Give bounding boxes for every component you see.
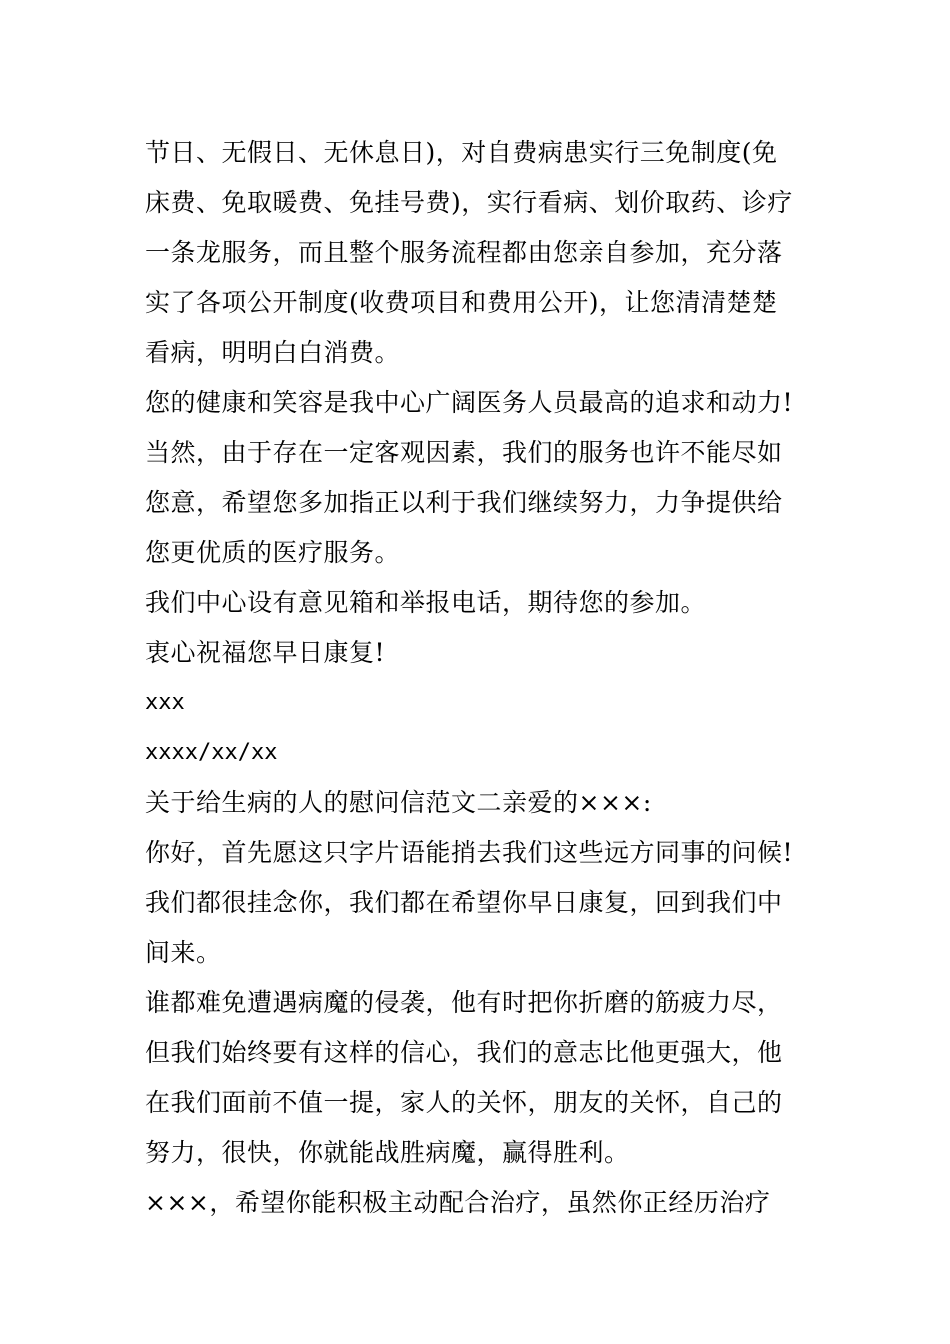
text-line: 您更优质的医疗服务。 [145, 538, 401, 567]
text-line: 床费、免取暖费、免挂号费)，实行看病、划价取药、诊疗 [145, 188, 793, 217]
text-line: 你好，首先愿这只字片语能捎去我们这些远方同事的问候! [145, 838, 794, 867]
text-line: 节日、无假日、无休息日)，对自费病患实行三免制度(免 [145, 138, 778, 167]
date-placeholder: xxxx/xx/xx [145, 740, 278, 765]
text-line: 间来。 [145, 938, 222, 967]
text-line: 我们都很挂念你，我们都在希望你早日康复，回到我们中 [145, 888, 783, 917]
text-line: 看病，明明白白消费。 [145, 338, 401, 367]
text-line: 实了各项公开制度(收费项目和费用公开)，让您清清楚楚 [145, 288, 778, 317]
section-heading: 关于给生病的人的慰问信范文二亲爱的×××: [145, 788, 652, 817]
text-line: 但我们始终要有这样的信心，我们的意志比他更强大，他 [145, 1038, 783, 1067]
text-line: 一条龙服务，而且整个服务流程都由您亲自参加，充分落 [145, 238, 783, 267]
signature-placeholder: xxx [145, 690, 185, 715]
text-line: 当然，由于存在一定客观因素，我们的服务也许不能尽如 [145, 438, 783, 467]
text-line: 衷心祝福您早日康复! [145, 638, 386, 667]
text-line: ×××，希望你能积极主动配合治疗，虽然你正经历治疗 [145, 1188, 771, 1217]
text-line: 您意，希望您多加指正以利于我们继续努力，力争提供给 [145, 488, 783, 517]
text-line: 努力，很快，你就能战胜病魔，赢得胜利。 [145, 1138, 630, 1167]
text-line: 我们中心设有意见箱和举报电话，期待您的参加。 [145, 588, 707, 617]
letter-body [145, 128, 810, 1228]
text-line: 在我们面前不值一提，家人的关怀，朋友的关怀，自己的 [145, 1088, 783, 1117]
text-line: 您的健康和笑容是我中心广阔医务人员最高的追求和动力! [145, 388, 794, 417]
text-line: 谁都难免遭遇病魔的侵袭，他有时把你折磨的筋疲力尽， [145, 988, 783, 1017]
